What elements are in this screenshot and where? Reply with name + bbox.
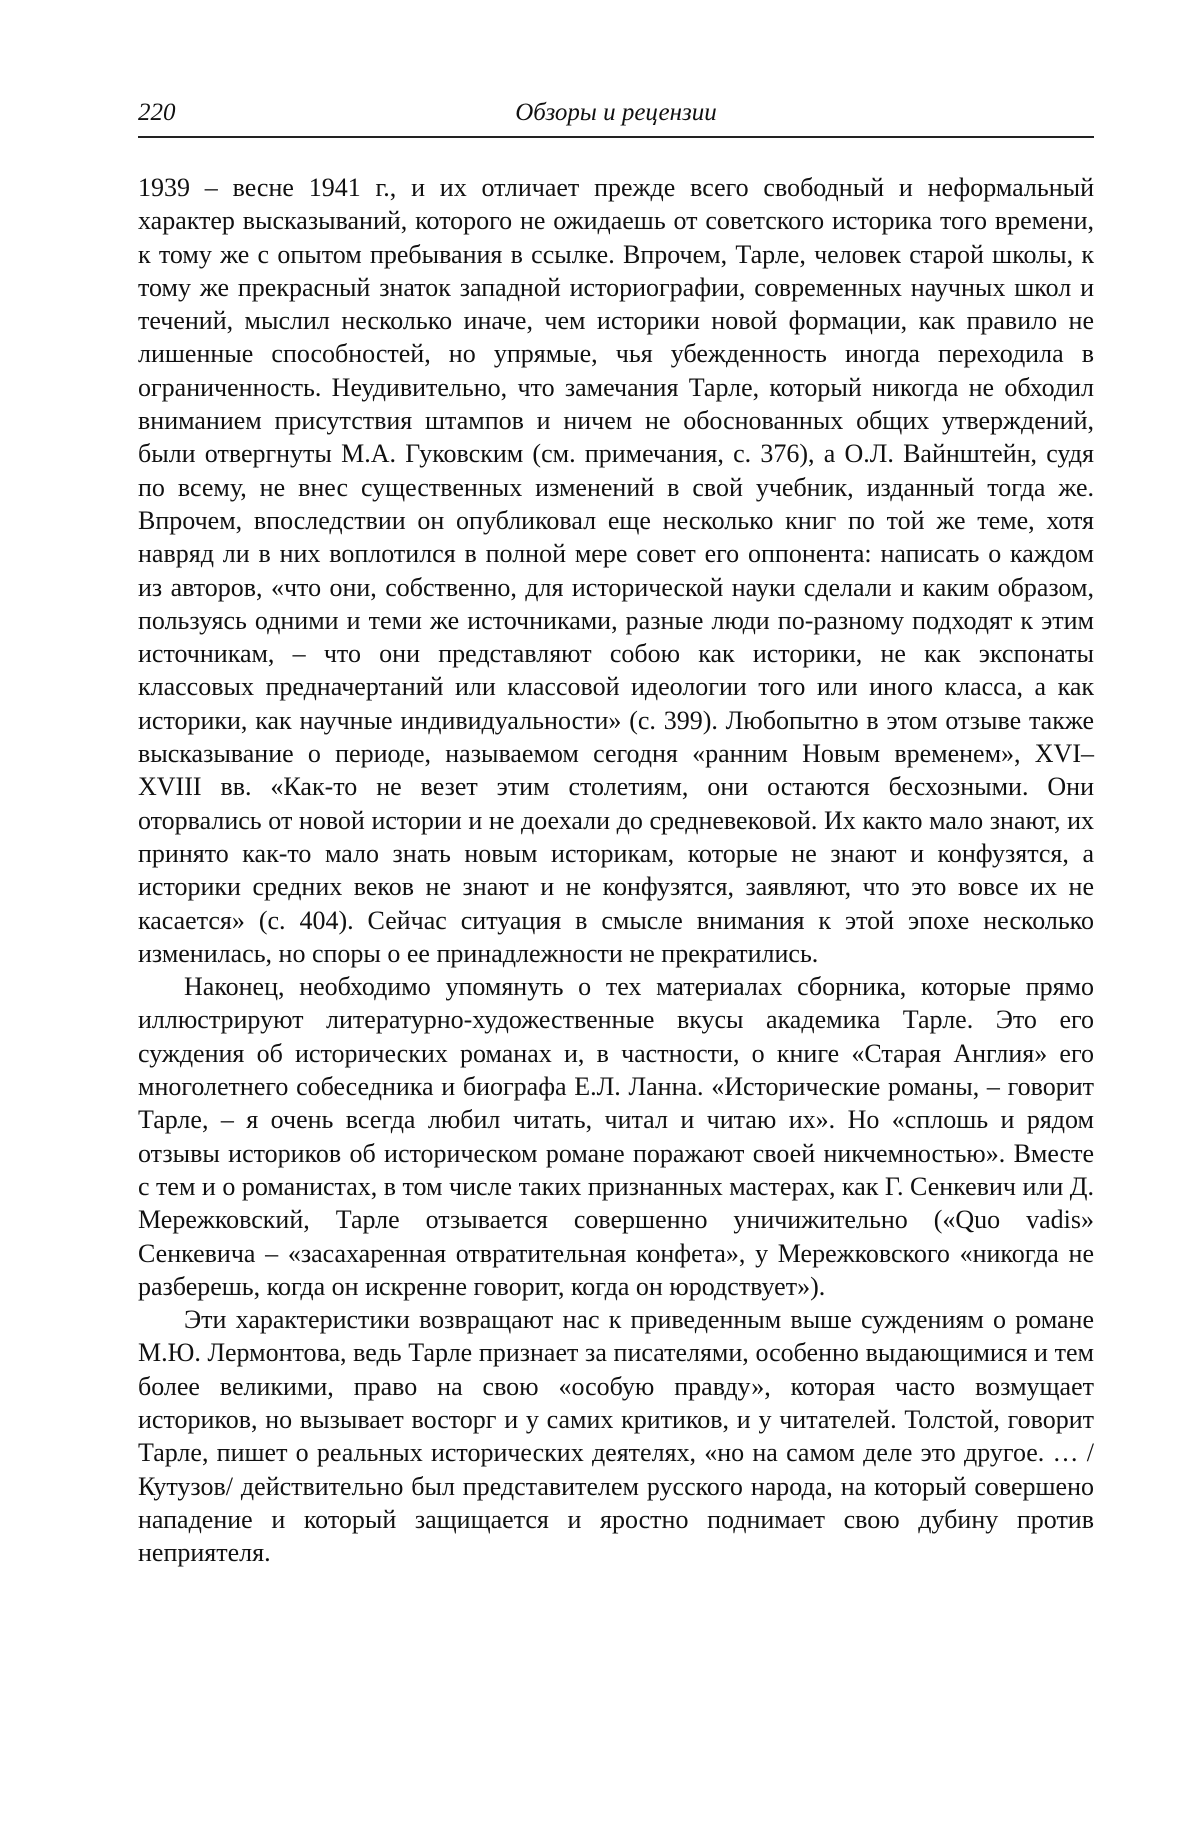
paragraph-writers-truth: Эти характеристики возвращают нас к приведенным выше суждениям о романе М.Ю. Лермонтова, ведь Тарле признает за писателями, особенно выдающимися и тем более великими, право на свою «особую правду», которая часто возмущает историков, но вызывает восторг и у самих критиков, и у читателей. Толстой, говорит Тарле, пишет о реальных исторических деятелях, «но на самом деле это другое. … /Кутузов/ действительно был представителем русского народа, на который совершено нападение и который защищается и яростно поднимает свою дубину против неприятеля. xyxy=(138,1303,1094,1569)
header-rule xyxy=(138,136,1094,138)
document-page xyxy=(0,0,1200,1842)
paragraph-historical-novels: Наконец, необходимо упомянуть о тех материалах сборника, которые прямо иллюстрируют литературно-художественные вкусы академика Тарле. Это его суждения об исторических романах и, в частности, о книге «Старая Англия» его многолетнего собеседника и биографа Е.Л. Ланна. «Исторические романы, – говорит Тарле, – я очень всегда любил читать, читал и читаю их». Но «сплошь и рядом отзывы историков об историческом романе поражают своей никчемностью». Вместе с тем и о романистах, в том числе таких признанных мастерах, как Г. Сенкевич или Д. Мережковский, Тарле отзывается совершенно уничижительно («Quo vadis» Сенкевича – «засахаренная отвратительная конфета», у Мережковского «никогда не разберешь, когда он искренне говорит, когда он юродствует»). xyxy=(138,970,1094,1303)
paragraph-continuation: 1939 – весне 1941 г., и их отличает прежде всего свободный и неформальный характер высказываний, которого не ожидаешь от советского историка того времени, к тому же с опытом пребывания в ссылке. Впрочем, Тарле, человек старой школы, к тому же прекрасный знаток западной историографии, современных научных школ и течений, мыслил несколько иначе, чем историки новой формации, как правило не лишенные способностей, но упрямые, чья убежденность иногда переходила в ограниченность. Неудивительно, что замечания Тарле, который никогда не обходил вниманием присутствия штампов и ничем не обоснованных общих утверждений, были отвергнуты М.А. Гуковским (см. примечания, с. 376), а О.Л. Вайнштейн, судя по всему, не внес существенных изменений в свой учебник, изданный тогда же. Впрочем, впоследствии он опубликовал еще несколько книг по той же теме, хотя навряд ли в них воплотился в полной мере совет его оппонента: написать о каждом из авторов, «что они, собственно, для исторической науки сделали и каким образом, пользуясь одними и теми же источниками, разные люди по-разному подходят к этим источникам, – что они представляют собою как историки, не как экспонаты классовых предначертаний или классовой идеологии того или иного класса, а как историки, как научные индивидуальности» (с. 399). Любопытно в этом отзыве также высказывание о периоде, называемом сегодня «ранним Новым временем», XVI–XVIII вв. «Как-то не везет этим столетиям, они остаются бесхозными. Они оторвались от новой истории и не доехали до средневековой. Их както мало знают, их принято как-то мало знать новым историкам, которые не знают и конфузятся, а историки средних веков не знают и не конфузятся, заявляют, что это вовсе их не касается» (с. 404). Сейчас ситуация в смысле внимания к этой эпохе несколько изменилась, но споры о ее принадлежности не прекратились. xyxy=(138,171,1094,970)
running-head xyxy=(138,96,1094,136)
section-title: Обзоры и рецензии xyxy=(138,96,1094,130)
body-text xyxy=(138,171,1094,1569)
page-number: 220 xyxy=(138,96,176,130)
